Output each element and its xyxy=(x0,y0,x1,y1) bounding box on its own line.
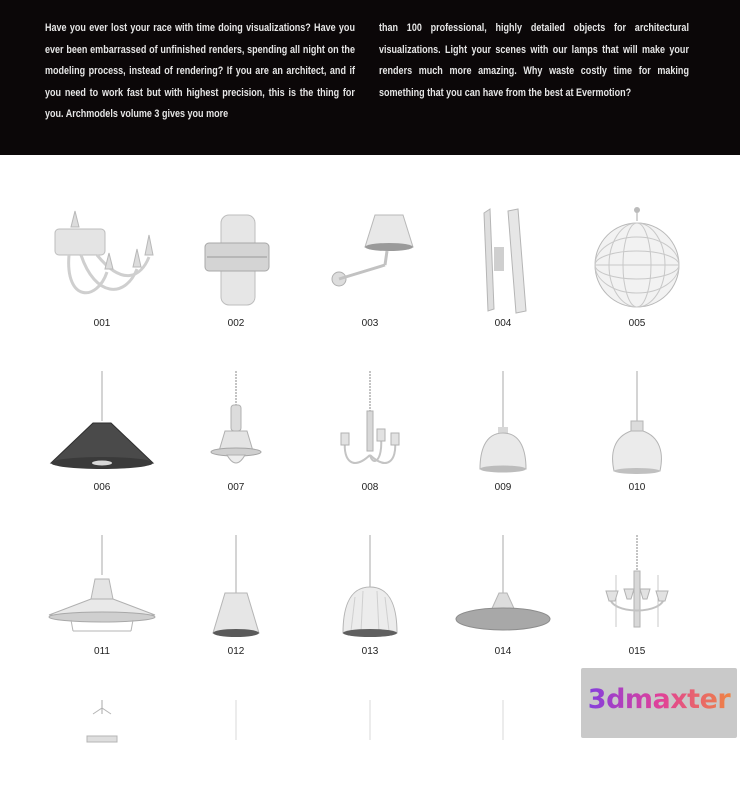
candle-chandelier-icon xyxy=(570,535,704,643)
cone-shade-pendant-icon xyxy=(35,371,169,479)
chain-pendant-icon xyxy=(169,371,303,479)
swing-arm-wall-lamp-icon xyxy=(303,207,437,315)
product-number: 015 xyxy=(628,646,646,657)
watermark-logo xyxy=(581,668,737,738)
dome-pendant-icon xyxy=(303,535,437,643)
intro-text-right: than 100 professional, highly detailed objects for architectural visualizations. Light your scenes with our lamps that will make your renders much more amazing. Why waste costly time for making something that you can have from the best at Evermotion? xyxy=(379,22,689,99)
pendant-partial-icon xyxy=(35,700,169,808)
product-grid xyxy=(0,155,740,740)
wide-dish-pendant-icon xyxy=(35,535,169,643)
product-number: 011 xyxy=(94,646,110,657)
product-number: 005 xyxy=(628,318,646,329)
pendant-partial-icon xyxy=(303,700,437,808)
product-number: 008 xyxy=(361,482,379,493)
product-number: 003 xyxy=(361,318,379,329)
product-number: 014 xyxy=(494,646,512,657)
product-number: 013 xyxy=(361,646,379,657)
flat-disc-pendant-icon xyxy=(436,535,570,643)
product-number: 010 xyxy=(628,482,646,493)
pendant-partial-icon xyxy=(436,700,570,808)
drum-pendant-icon xyxy=(169,535,303,643)
slim-wall-light-icon xyxy=(436,207,570,315)
bell-pendant-icon xyxy=(436,371,570,479)
product-number: 004 xyxy=(494,318,512,329)
globe-wire-pendant-icon xyxy=(570,207,704,315)
vase-pendant-icon xyxy=(570,371,704,479)
product-number: 001 xyxy=(93,318,111,329)
intro-banner xyxy=(0,0,740,155)
cylinder-wall-light-icon xyxy=(169,207,303,315)
product-number: 012 xyxy=(227,646,245,657)
intro-text-left: Have you ever lost your race with time doing visualizations? Have you ever been embarrassed of unfinished renders, spending all night on the modeling process, instead of rendering? If you are an architect, and if you need to work fast but with highest precision, this is the thing for you. Archmodels volume 3 gives you more xyxy=(45,22,355,120)
pendant-partial-icon xyxy=(169,700,303,808)
product-number: 002 xyxy=(227,318,245,329)
three-arm-chandelier-icon xyxy=(303,371,437,479)
product-number: 007 xyxy=(227,482,245,493)
watermark-text: 3dmaxter xyxy=(581,684,737,715)
product-number: 009 xyxy=(494,482,512,493)
wall-candle-sconce-icon xyxy=(35,207,169,315)
product-number: 006 xyxy=(93,482,111,493)
